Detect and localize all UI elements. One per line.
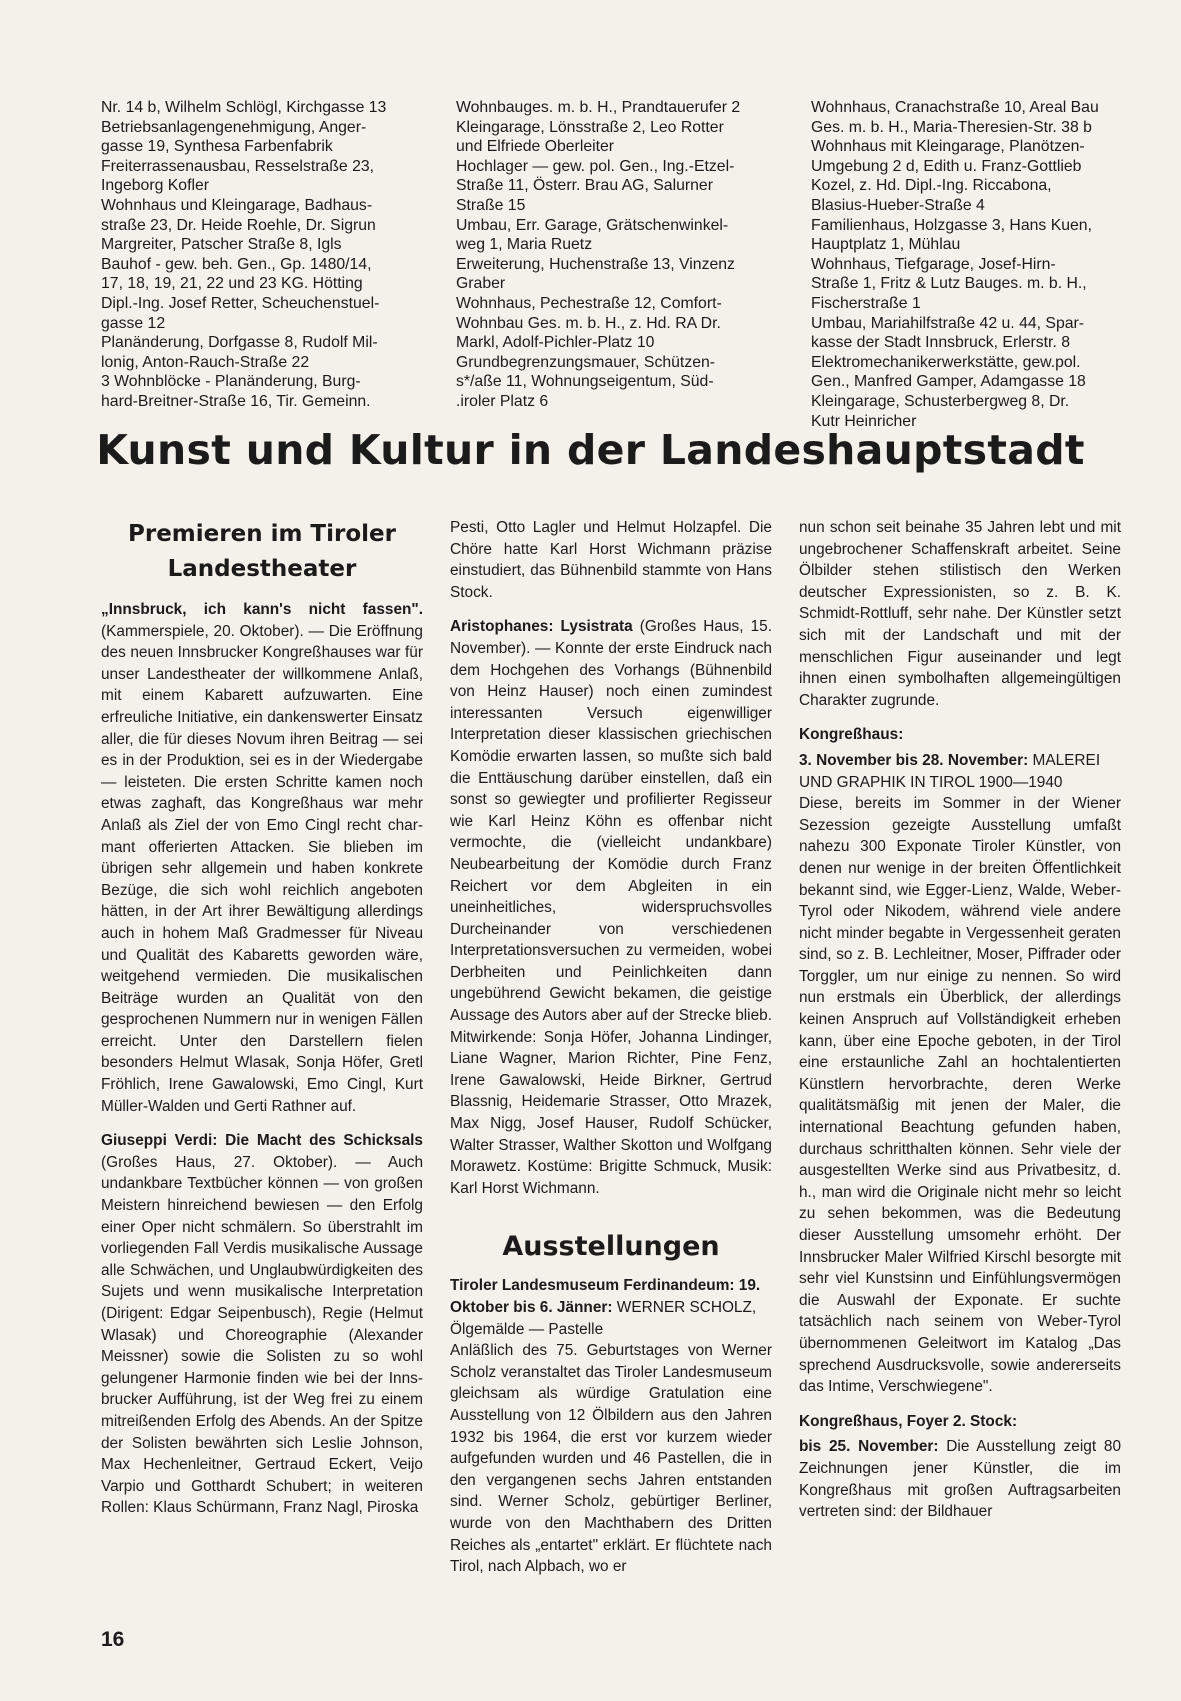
section-title-premieren: Premieren im Tiroler Landestheater (128, 521, 396, 582)
section-title-ausstellungen: Ausstellungen (502, 1231, 720, 1263)
review-lysistrata-text: (Großes Haus, 15. November). — Konnte der erste Eindruck nach dem Hochgehen des Vorhangs (Bühnenbild von Heinz Hauser) noch einen zumindest interessanten Versuch eigenwilliger Interpretation dieser klassischen griechischen Komödie erwarten lassen, so mußte sich bald die Enttäuschung darüber einstellen, daß ein sonst so gewiegter und profilierter Regisseur wie Karl Heinz Köhn es offenbar nicht vermochte, die (vielleicht undankbare) Neubearbeitung der Komödie durch Franz Reichert vor dem Abgleiten in ein uneinheitliches, widerspruchsvolles Durcheinander von verschiedenen Interpretationsversuchen zu vermeiden, wobei Derbheiten und Peinlichkeiten dann ungebührend Gewicht bekamen, die geistige Aussage des Autors aber auf der Strecke blieb. Mitwirkende: Sonja Höfer, Johanna Lindinger, Liane Wagner, Marion Richter, Pine Fenz, Irene Gawalowski, Heide Birkner, Gertrud Blassnig, Heidemarie Strasser, Otto Mrazek, Max Nigg, Josef Hauser, Rudolf Schücker, Walter Strasser, Walther Skotton und Wolfgang Morawetz. Kostüme: Brigitte Schmuck, Musik: Karl Horst Wichmann. (450, 618, 772, 1197)
listing-text-2: Wohnbauges. m. b. H., Prandtauerufer 2 Kleingarage, Lönsstraße 2, Leo Rotter und Elfriede Oberleiter Hochlager — gew. pol. Gen., Ing.-Etzel- Straße 11, Österr. Brau AG, Salurner Straße 15 Umbau, Err. Garage, Grätschenwinkel- weg 1, Maria Ruetz Erweiterung, Huchenstraße 13, Vinzenz Graber Wohnhaus, Pechestraße 12, Comfort- Wohnbau Ges. m. b. H., z. Hd. RA Dr. Markl, Adolf-Pichler-Platz 10 Grundbegrenzungsmauer, Schützen- s*/aße 11, Wohnungseigentum, Süd- .iroler Platz 6 (456, 99, 741, 410)
exhibit-scholz-heading (450, 1275, 772, 1340)
listing-column-2 (456, 98, 766, 431)
listing-text-1: Nr. 14 b, Wilhelm Schlögl, Kirchgasse 13 Betriebsanlagengenehmigung, Anger- gasse 19, Synthesa Farbenfabrik Freiterrassenausbau, Resselstraße 23, Ingeborg Kofler Wohnhaus und Kleingarage, Badhaus- straße 23, Dr. Heide Roehle, Dr. Sigrun Margreiter, Patscher Straße 8, Igls Bauhof - gew. beh. Gen., Gp. 1480/14, 17, 18, 19, 21, 22 und 23 KG. Hötting Dipl.-Ing. Josef Retter, Scheuchenstuel- gasse 12 Planänderung, Dorfgasse 8, Rudolf Mil- lonig, Anton-Rauch-Straße 22 3 Wohnblöcke - Planänderung, Burg- hard-Breitner-Straße 16, Tir. Gemeinn. (101, 99, 387, 410)
exhibit-malerei-title: MALEREI UND GRAPHIK IN TIROL 1900—1940 (799, 751, 1101, 791)
exhibit-scholz-continued: nun schon seit beinahe 35 Jahren lebt und mit ungebrochener Schaffenskraft arbeitet. Seine Ölbilder stehen stilistisch den Werken deutscher Expressionisten, so z. B. K. Schmidt-Rottluff, sehr nahe. Der Künstler setzt sich mit der Landschaft und mit der menschlichen Figur auseinander und legt ihnen einen symbolhaften allgemeingültigen Charakter zugrunde. (799, 519, 1121, 709)
building-permits-listing (101, 98, 1121, 431)
article-column-2 (450, 517, 772, 1578)
review-verdi-continued: Pesti, Otto Lagler und Helmut Holzapfel. Die Chöre hatte Karl Horst Wichmann präzise einstudiert, das Bühnenbild stammte von Hans Stock. (450, 519, 772, 601)
article-column-3 (799, 517, 1121, 1578)
exhibit-malerei-heading (799, 750, 1121, 793)
review-innsbruck (101, 599, 423, 1117)
exhibit-zeichnungen-text: Die Ausstellung zeigt 80 Zeichnungen jener Künstler, die im Kongreßhaus mit großen Auftragsarbeiten vertreten sind: der Bildhauer (799, 1438, 1121, 1521)
review-lysistrata-title: Aristophanes: Lysistrata (450, 618, 633, 636)
review-verdi-title: Giuseppi Verdi: Die Macht des Schicksals (101, 1132, 423, 1150)
venue-kongresshaus: Kongreßhaus: (799, 726, 904, 744)
page-number: 16 (101, 1628, 125, 1651)
review-innsbruck-text: (Kammerspiele, 20. Oktober). — Die Eröffnung des neuen Innsbrucker Kongreßhauses war für unser Landestheater der willkommene Anlaß, mit einem Kabarett aufzuwarten. Eine erfreuliche Initiative, ein dankenswerter Einsatz aller, die für dieses Novum ihren Beitrag — sei es in der Produktion, sei es in der Wiedergabe — leisteten. Die ersten Schritte kamen noch etwas zaghaft, das Kongreßhaus war mehr Anlaß als Ziel der von Emo Cingl recht charmant offerierten Attacken. Sie blieben im übrigen sehr allgemein und haben konkrete Bezüge, die sich wohl reichlich angeboten hätten, in der Art ihrer Bewältigung allerdings auch in hohem Maß Gradmesser für Niveau und Qualität des Kabaretts geworden wäre, weitgehend vermieden. Die musikalischen Beiträge wurden an Qualität von den gesprochenen Nummern nur in wenigen Fällen erreicht. Unter den Darstellern fielen besonders Helmut Wlasak, Sonja Höfer, Gretl Fröhlich, Irene Gawalowski, Emo Cingl, Kurt Müller-Walden und Gerti Rathner auf. (101, 622, 423, 1115)
listing-text-3: Wohnhaus, Cranachstraße 10, Areal Bau Ges. m. b. H., Maria-Theresien-Str. 38 b Wohnhaus mit Kleingarage, Planötzen- Umgebung 2 d, Edith u. Franz-Gottlieb Kozel, z. Hd. Dipl.-Ing. Riccabona, Blasius-Hueber-Straße 4 Familienhaus, Holzgasse 3, Hans Kuen, Hauptplatz 1, Mühlau Wohnhaus, Tiefgarage, Josef-Hirn- Straße 1, Fritz & Lutz Bauges. m. b. H., Fischerstraße 1 Umbau, Mariahilfstraße 42 u. 44, Spar- kasse der Stadt Innsbruck, Erlerstr. 8 Elektromechanikerwerkstätte, gew.pol. Gen., Manfred Gamper, Adamgasse 18 Kleingarage, Schusterbergweg 8, Dr. Kutr Heinricher (811, 99, 1099, 430)
venue-kongresshaus-foyer: Kongreßhaus, Foyer 2. Stock: (799, 1412, 1018, 1430)
review-verdi-text: (Großes Haus, 27. Oktober). — Auch undankbare Textbücher können — von großen Meistern hinreichend bewiesen — den Erfolg einer Oper nicht schmälern. So überstrahlt im vorliegenden Fall Verdis musikalische Aussage alle Schwächen, und Unglaubwürdigkeiten des Sujets und wenn musikalische Interpretation (Dirigent: Edgar Seipenbusch), Regie (Helmut Wlasak) und Choreographie (Alexander Meissner) sowie die Solisten zu so wohl gelungener Harmonie finden wie bei der Innsbrucker Aufführung, ist der Weg frei zu einem mitreißenden Erfolg des Abends. An der Spitze der Solisten bewährten sich Leslie Johnson, Max Hechenleitner, Gertraud Eckert, Veijo Varpio und Gotthardt Schubert; in weiteren Rollen: Klaus Schürmann, Franz Nagl, Piroska (101, 1153, 423, 1517)
article-column-1 (101, 517, 423, 1578)
review-lysistrata (450, 616, 772, 1199)
exhibit-scholz-title: WERNER SCHOLZ, Ölgemälde — Pastelle (450, 1299, 757, 1338)
article-columns (101, 517, 1121, 1578)
exhibit-malerei-dates: 3. November bis 28. November: (799, 751, 1029, 769)
exhibit-zeichnungen-dates: bis 25. November: (799, 1438, 939, 1456)
listing-column-3 (811, 98, 1121, 431)
exhibit-scholz-venue: Tiroler Landesmuseum Ferdinandeum: 19. Oktober bis 6. Jänner: (450, 1277, 761, 1316)
exhibit-zeichnungen (799, 1436, 1121, 1522)
exhibit-scholz-body: Anläßlich des 75. Geburtstages von Werner Scholz veranstaltet das Tiroler Landesmuseum gleichsam als würdige Gratulation eine Ausstellung von 12 Ölbildern aus den Jahren 1932 bis 1964, die erst vor kurzem wieder aufgefunden wurden und 46 Pastellen, die in den vergangenen sechs Jahren entstanden sind. Werner Scholz, gebürtiger Berliner, wurde von den Machthabern des Dritten Reiches als „entartet" erklärt. Er flüchtete nach Tirol, nach Alpbach, wo er (450, 1342, 772, 1576)
listing-column-1 (101, 98, 411, 431)
review-verdi (101, 1130, 423, 1519)
page-headline: Kunst und Kultur in der Landeshauptstadt (96, 426, 1085, 474)
review-innsbruck-title: „Innsbruck, ich kann's nicht fassen". (101, 601, 423, 618)
exhibit-malerei-body: Diese, bereits im Sommer in der Wiener Sezession gezeigte Ausstellung umfaßt nahezu 300 Exponate Tiroler Künstler, von denen nur wenige in der breiten Öffentlichkeit bekannt sind, wie Egger-Lienz, Walde, Weber-Tyrol oder Nikodem, während viele andere nicht minder begabte in Vergessenheit geraten sind, so z. B. Lechleitner, Moser, Piffrader oder Torggler, um nur einige zu nennen. So wird nun erstmals ein Überblick, der allerdings keinen Anspruch auf Vollständigkeit erheben kann, über eine Epoche geboten, in der Tirol eine erstaunliche Zahl an hochtalentierten Künstlern hervorbrachte, deren Werke qualitätsmäßig mit jenen der Maler, die international Beachtung gefunden haben, durchaus schritthalten können. Sehr viele der ausgestellten Werke sind aus Privatbesitz, d. h., man wird die Originale nicht mehr so leicht zu sehen bekommen, was die Bedeutung dieser Ausstellung umsomehr erhöht. Der Innsbrucker Maler Wilfried Kirschl besorgte mit sehr viel Kunstsinn und Einfühlungsvermögen die Auswahl der Exponate. Er suchte tatsächlich nach seinem von Weber-Tyrol übernommenen Geleitwort im Katalog „Das sprechend Ausdrucksvolle, sowie andererseits das Intime, Verschwiegene". (799, 795, 1121, 1396)
